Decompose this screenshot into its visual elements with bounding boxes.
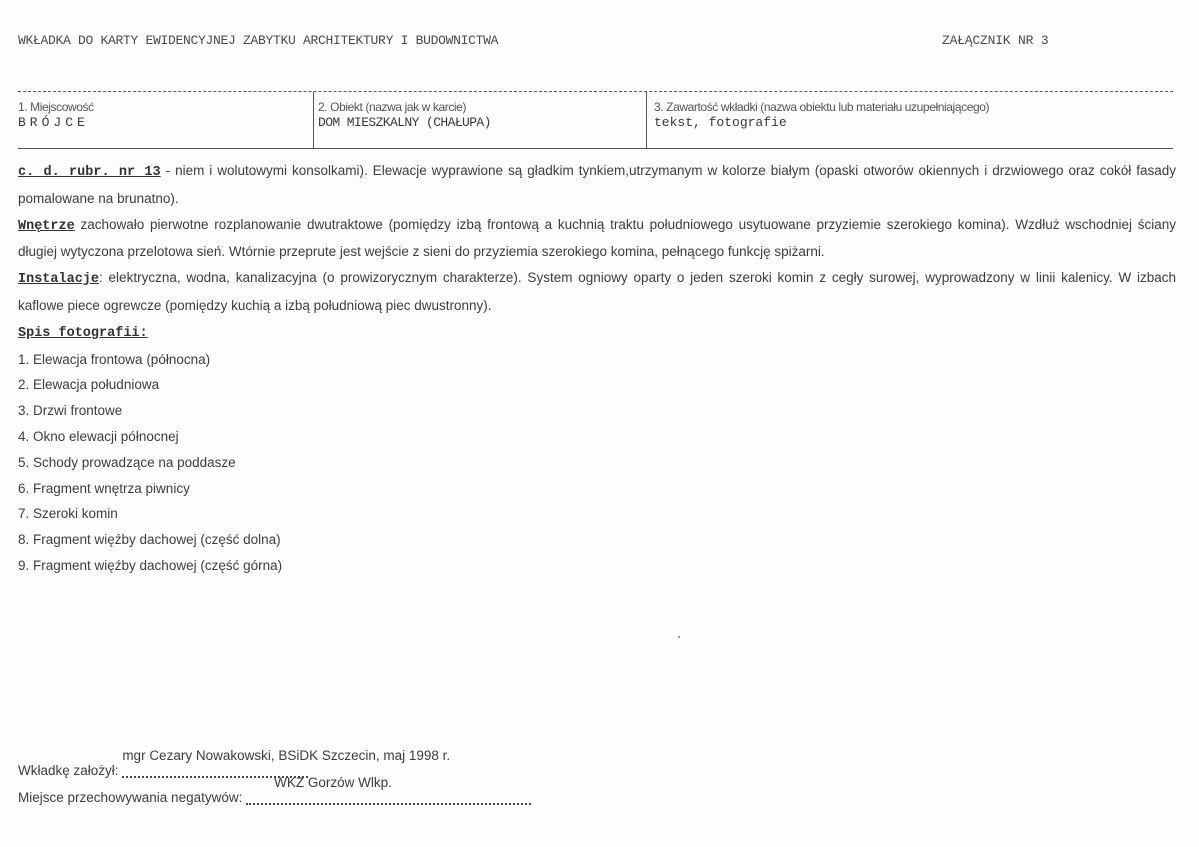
negatives-label: Miejsce przechowywania negatywów:	[18, 790, 243, 805]
author-value: mgr Cezary Nowakowski, BSiDK Szczecin, maj 1998 r.	[122, 748, 451, 763]
cell-contents	[654, 100, 989, 130]
installations-heading: Instalacje	[18, 272, 100, 288]
document-title: WKŁADKA DO KARTY EWIDENCYJNEJ ZABYTKU ARCHITEKTURY I BUDOWNICTWA	[18, 33, 499, 48]
interior-paragraph	[18, 212, 1176, 266]
list-item: 6. Fragment wnętrza piwnicy	[18, 480, 190, 496]
interior-text: zachowało pierwotne rozplanowanie dwutraktowe (pomiędzy izbą frontową a kuchnią traktu południowego usytuowane przyziemie szerokiego komina). Wzdłuż wschodniej ściany długiej wytyczona przelotowa sień. Wtórnie przeprute jest wejście z sieni do przyziemia szerokiego komina, pełnącego funkcję spiżarni.	[18, 216, 1176, 260]
column-divider-1	[313, 92, 314, 148]
interior-heading: Wnętrze	[18, 218, 75, 234]
installations-paragraph	[18, 265, 1176, 319]
list-item: 7. Szeroki komin	[18, 506, 118, 522]
attachment-number: ZAŁĄCZNIK NR 3	[942, 33, 1049, 48]
table-bottom-divider	[18, 148, 1173, 149]
negatives-line	[18, 775, 531, 805]
list-item: 9. Fragment więźby dachowej (część górna)	[18, 557, 283, 573]
installations-text: : elektryczna, wodna, kanalizacyjna (o prowizorycznym charakterze). System ogniowy oparty o jeden szeroki komin z cegły surowej, wyprowadzony w linii kalenicy. W izbach kaflowe piece ogrewcze (pomiędzy kuchią a izbą południową piec dwustronny).	[18, 270, 1176, 313]
list-item: 4. Okno elewacji północnej	[18, 428, 179, 444]
list-item: 1. Elewacja frontowa (północna)	[18, 351, 211, 367]
author-label: Wkładkę założył:	[18, 763, 119, 778]
cell-locality	[18, 100, 94, 130]
list-item: 8. Fragment więźby dachowej (część dolna)	[18, 532, 281, 548]
author-line	[18, 748, 451, 778]
description-body	[18, 158, 1176, 579]
photos-heading: Spis fotografii:	[18, 325, 148, 341]
cell-object	[318, 100, 491, 130]
photos-heading-line	[18, 319, 1176, 347]
list-item: 5. Schody prowadzące na poddasze	[18, 454, 236, 470]
negatives-field	[246, 775, 531, 805]
list-item: 3. Drzwi frontowe	[18, 403, 123, 419]
contents-value: tekst, fotografie	[654, 115, 787, 130]
stray-mark	[678, 636, 680, 638]
continuation-heading: c. d. rubr. nr 13	[18, 165, 161, 180]
list-item: 2. Elewacja południowa	[18, 377, 160, 393]
table-top-divider	[18, 91, 1173, 92]
object-value: DOM MIESZKALNY (CHAŁUPA)	[318, 115, 491, 130]
contents-label: 3. Zawartość wkładki (nazwa obiektu lub materiału uzupełniającego)	[654, 100, 990, 114]
negatives-value: WKZ Gorzów Wlkp.	[274, 775, 392, 790]
locality-label: 1. Miejscowość	[18, 100, 94, 114]
continuation-text: - niem i wolutowymi konsolkami). Elewacje wyprawione są gładkim tynkiem,utrzymanym w kolorze białym (opaski otworów okiennych i drzwiowego oraz cokół fasady pomalowane na brunatno).	[18, 163, 1176, 206]
photo-list	[18, 347, 1176, 579]
continuation-paragraph	[18, 158, 1176, 212]
locality-value: BRÓJCE	[18, 115, 89, 130]
column-divider-2	[646, 92, 647, 148]
object-label: 2. Obiekt (nazwa jak w karcie)	[318, 100, 467, 114]
